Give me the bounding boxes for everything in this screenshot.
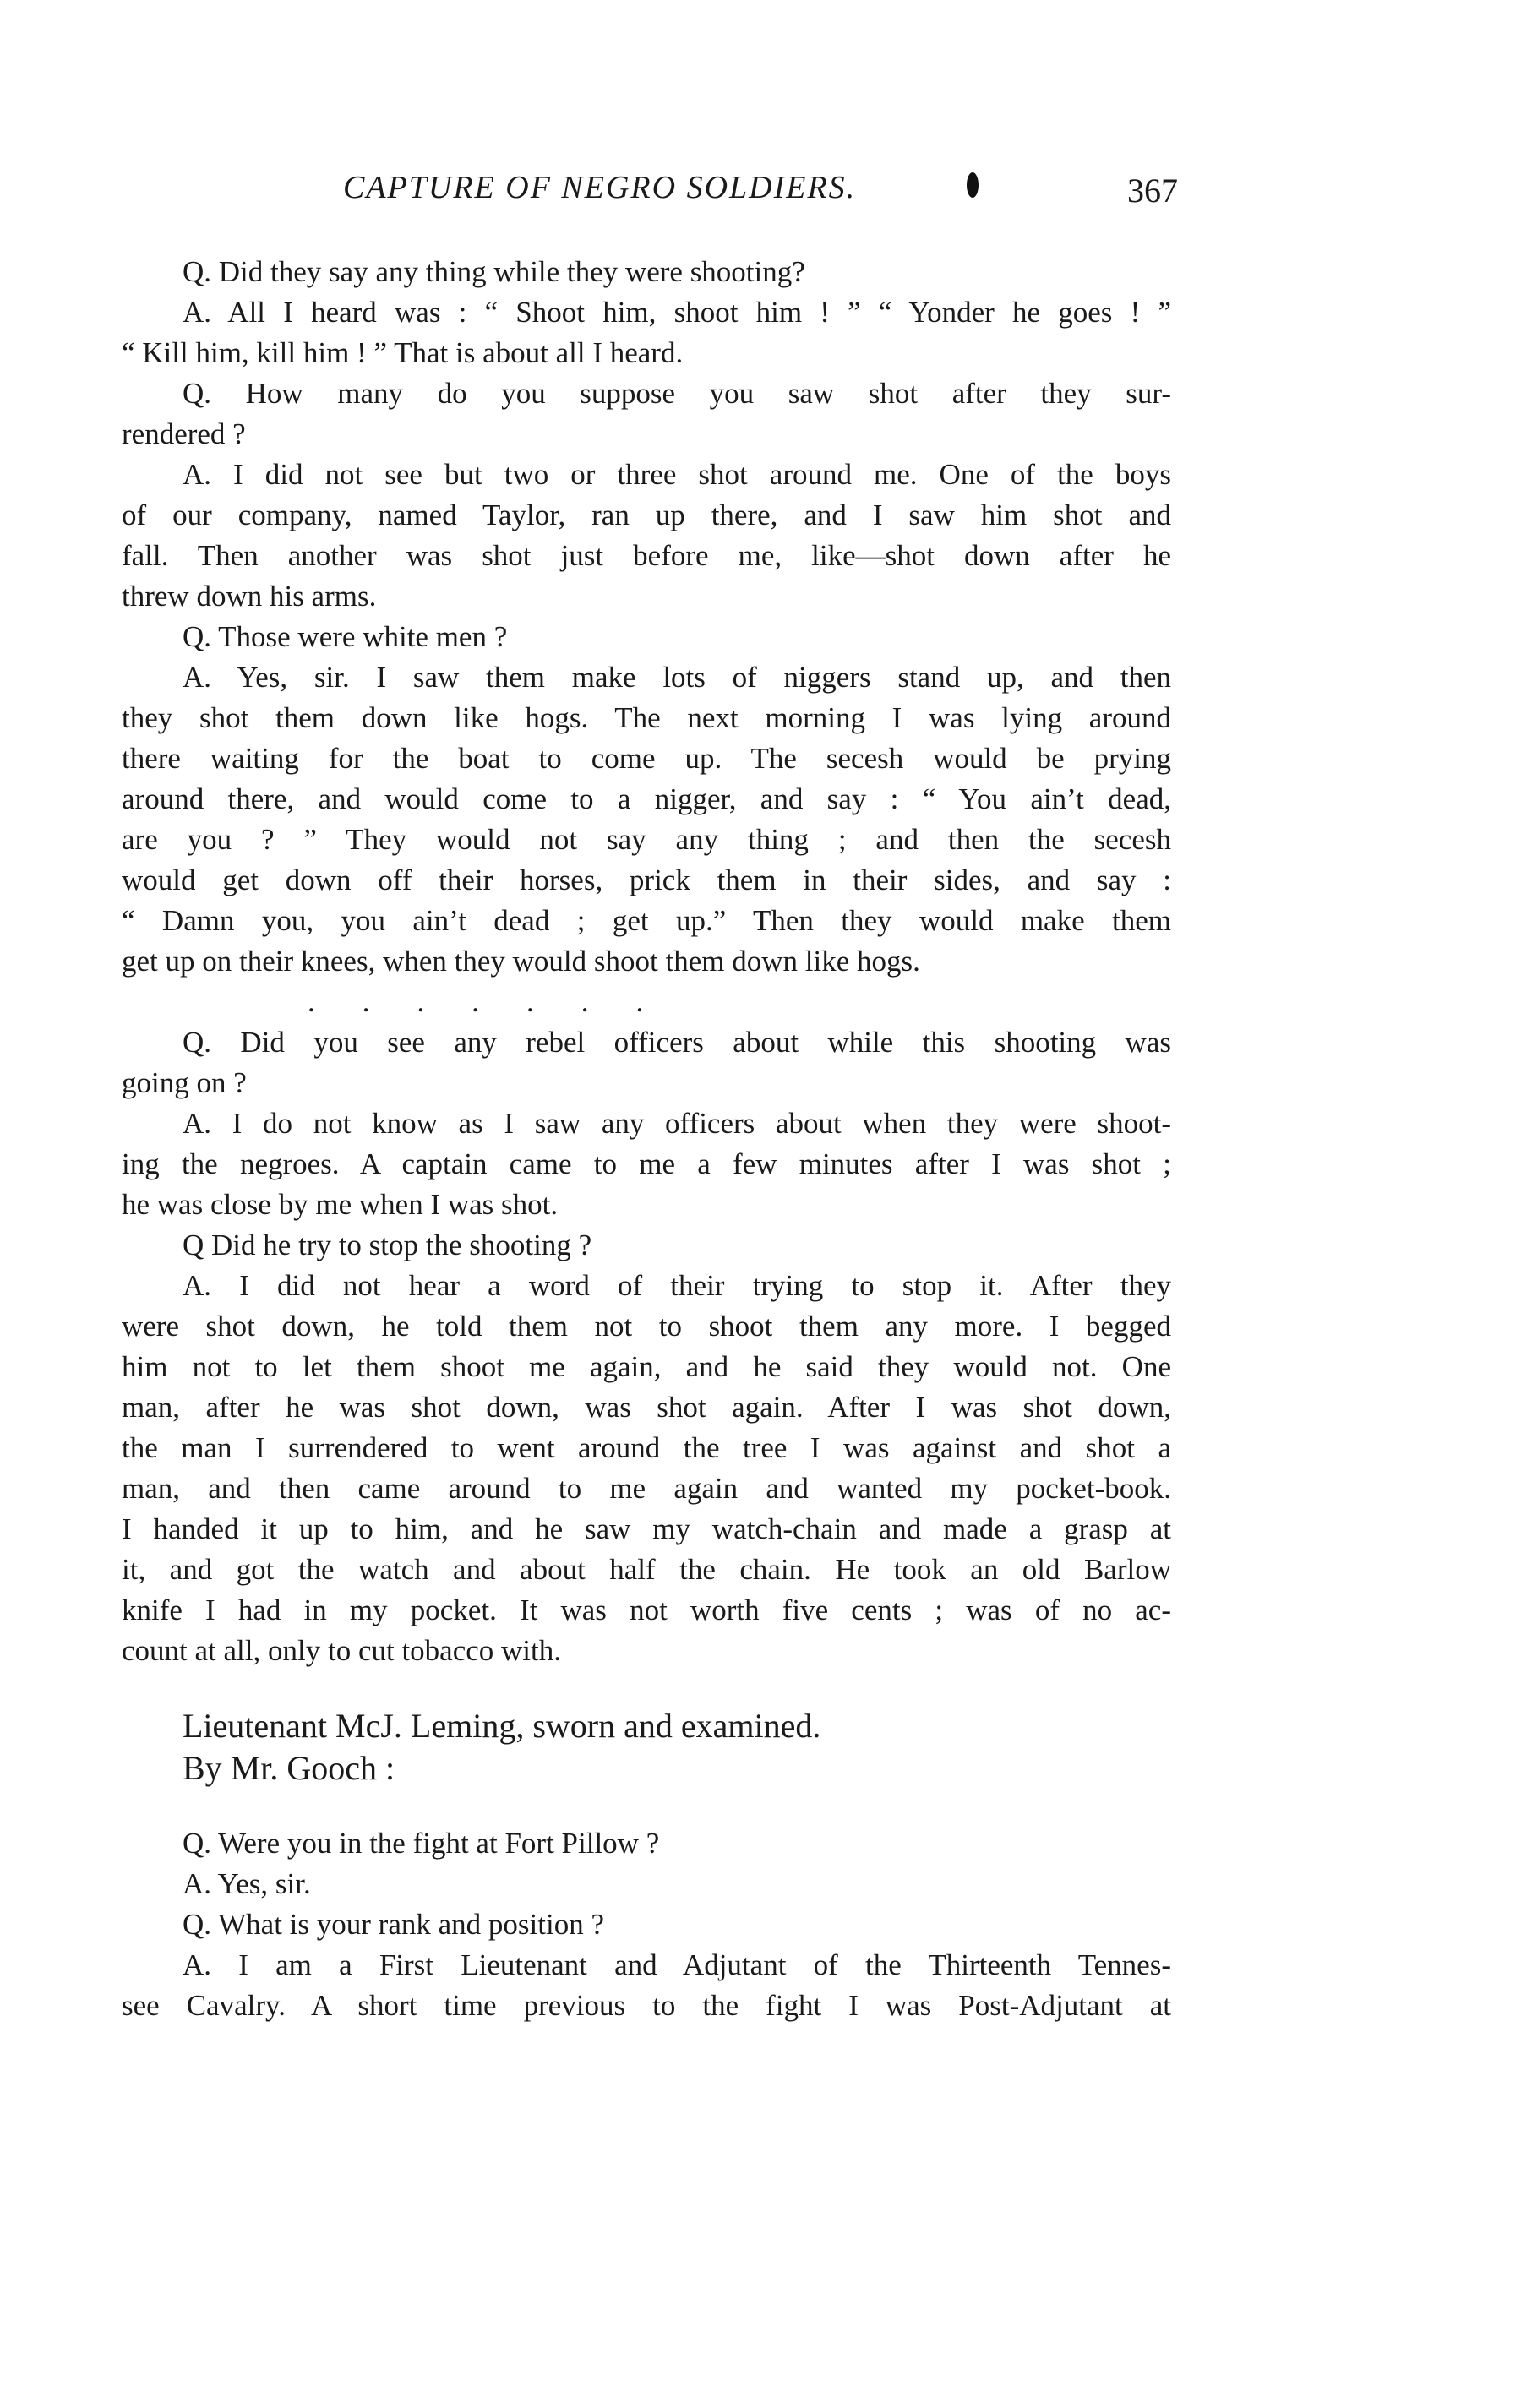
text-line: of our company, named Taylor, ran up there, and I saw him shot and [122, 498, 1171, 531]
text-line: fall. Then another was shot just before me, like—shot down after he [122, 539, 1171, 572]
text-line: man, after he was shot down, was shot again. After I was shot down, [122, 1391, 1171, 1424]
text-line: A. I am a First Lieutenant and Adjutant of the Thirteenth Tennes- [183, 1948, 1171, 1981]
text-line: the man I surrendered to went around the tree I was against and shot a [122, 1431, 1171, 1464]
question-paragraph [122, 617, 1171, 657]
question-paragraph [122, 1022, 1171, 1103]
text-line: A. Yes, sir. [183, 1867, 311, 1900]
text-line: are you ? ” They would not say any thing ; and then the secesh [122, 823, 1171, 856]
text-line: threw down his arms. [122, 580, 377, 613]
text-line: A. Yes, sir. I saw them make lots of niggers stand up, and then [183, 661, 1171, 694]
answer-paragraph [122, 1103, 1171, 1225]
text-line: Q. Did they say any thing while they were shooting? [183, 255, 805, 288]
text-line: I handed it up to him, and he saw my watch-chain and made a grasp at [122, 1512, 1171, 1545]
question-paragraph [122, 1225, 1171, 1266]
text-line: rendered ? [122, 417, 246, 450]
examiner-line: By Mr. Gooch : [183, 1749, 395, 1787]
text-line: going on ? [122, 1066, 247, 1099]
page-number: 367 [1127, 172, 1178, 210]
text-line: around there, and would come to a nigger, and say : “ You ain’t dead, [122, 782, 1171, 815]
question-paragraph [122, 252, 1171, 292]
text-line: A. I did not hear a word of their trying to stop it. After they [183, 1269, 1171, 1302]
text-line: there waiting for the boat to come up. The secesh would be prying [122, 742, 1171, 775]
running-title: CAPTURE OF NEGRO SOLDIERS. [343, 170, 857, 205]
text-line: were shot down, he told them not to shoot them any more. I begged [122, 1310, 1171, 1343]
witness-heading [122, 1705, 1171, 1790]
text-line: man, and then came around to me again and wanted my pocket-book. [122, 1472, 1171, 1505]
witness-name: Lieutenant McJ. Leming, sworn and examined. [183, 1707, 821, 1745]
text-line: knife I had in my pocket. It was not worth five cents ; was of no ac- [122, 1594, 1171, 1626]
text-line: Q. Those were white men ? [183, 620, 508, 653]
answer-paragraph [122, 1266, 1171, 1671]
text-line: ing the negroes. A captain came to me a few minutes after I was shot ; [122, 1147, 1171, 1180]
question-paragraph [122, 373, 1171, 455]
question-paragraph [122, 1904, 1171, 1945]
page-body [122, 252, 1171, 2026]
text-line: A. I did not see but two or three shot around me. One of the boys [183, 458, 1171, 491]
text-line: Q. Did you see any rebel officers about while this shooting was [183, 1026, 1171, 1059]
text-line: Q. Were you in the fight at Fort Pillow ? [183, 1827, 660, 1860]
answer-paragraph [122, 1864, 1171, 1904]
text-line: he was close by me when I was shot. [122, 1188, 559, 1221]
answer-paragraph [122, 292, 1171, 373]
text-line: A. I do not know as I saw any officers about when they were shoot- [183, 1107, 1171, 1140]
text-line: Q. What is your rank and position ? [183, 1908, 604, 1941]
text-line: A. All I heard was : “ Shoot him, shoot him ! ” “ Yonder he goes ! ” [183, 296, 1171, 329]
text-line: Q Did he try to stop the shooting ? [183, 1229, 592, 1261]
text-line: get up on their knees, when they would shoot them down like hogs. [122, 945, 920, 978]
text-line: “ Kill him, kill him ! ” That is about all I heard. [122, 336, 684, 369]
ellipsis-separator [122, 982, 1171, 1022]
ink-blot [967, 172, 979, 198]
text-line: they shot them down like hogs. The next morning I was lying around [122, 701, 1171, 734]
answer-paragraph [122, 455, 1171, 617]
text-line: “ Damn you, you ain’t dead ; get up.” Then they would make them [122, 904, 1171, 937]
text-line: Q. How many do you suppose you saw shot after they sur- [183, 377, 1171, 410]
text-line: see Cavalry. A short time previous to the fight I was Post-Adjutant at [122, 1989, 1171, 2022]
text-line: ....... [308, 985, 691, 1018]
answer-paragraph [122, 1945, 1171, 2026]
text-line: would get down off their horses, prick them in their sides, and say : [122, 864, 1171, 896]
running-header [122, 169, 1178, 220]
text-line: count at all, only to cut tobacco with. [122, 1634, 562, 1667]
question-paragraph [122, 1823, 1171, 1864]
text-line: him not to let them shoot me again, and he said they would not. One [122, 1350, 1171, 1383]
answer-paragraph [122, 657, 1171, 982]
text-line: it, and got the watch and about half the chain. He took an old Barlow [122, 1553, 1171, 1586]
